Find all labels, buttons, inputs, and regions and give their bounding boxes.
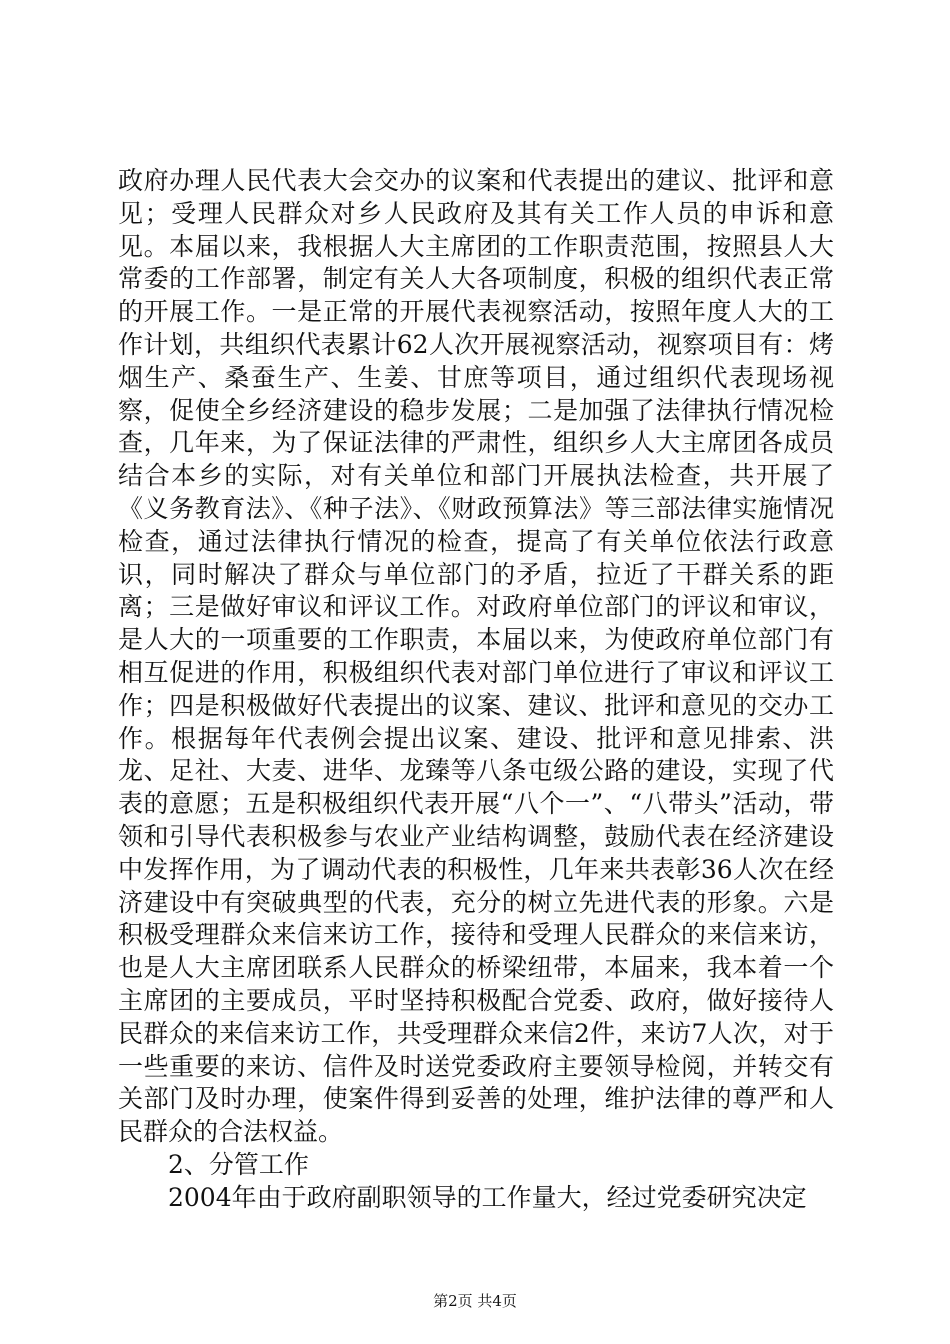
section-heading: 2、分管工作: [168, 1149, 309, 1179]
body-paragraph: 政府办理人民代表大会交办的议案和代表提出的建议、批评和意见；受理人民群众对乡人民政府及其有关工作人员的申诉和意见。本届以来，我根据人大主席团的工作职责范围，按照县人大常委的工作部署，制定有关人大各项制度，积极的组织代表正常的开展工作。一是正常的开展代表视察活动，按照年度人大的工作计划，共组织代表累计62人次开展视察活动，视察项目有：烤烟生产、桑蚕生产、生姜、甘庶等项目，通过组织代表现场视察，促使全乡经济建设的稳步发展；二是加强了法律执行情况检查，几年来，为了保证法律的严肃性，组织乡人大主席团各成员结合本乡的实际，对有关单位和部门开展执法检查，共开展了《义务教育法》、《种子法》、《财政预算法》等三部法律实施情况检查，通过法律执行情况的检查，提高了有关单位依法行政意识，同时解决了群众与单位部门的矛盾，拉近了干群关系的距离；三是做好审议和评议工作。对政府单位部门的评议和审议，是人大的一项重要的工作职责，本届以来，为使政府单位部门有相互促进的作用，积极组织代表对部门单位进行了审议和评议工作；四是积极做好代表提出的议案、建议、批评和意见的交办工作。根据每年代表例会提出议案、建设、批评和意见排索、洪龙、足社、大麦、进华、龙臻等八条屯级公路的建设，实现了代表的意愿；五是积极组织代表开展“八个一”、“八带头”活动，带领和引导代表积极参与农业产业结构调整，鼓励代表在经济建设中发挥作用，为了调动代表的积极性，几年来共表彰36人次在经济建设中有突破典型的代表，充分的树立先进代表的形象。六是积极受理群众来信来访工作，接待和受理人民群众的来信来访，也是人大主席团联系人民群众的桥梁纽带，本届来，我本着一个主席团的主要成员，平时坚持积极配合党委、政府，做好接待人民群众的来信来访工作，共受理群众来信2件，来访7人次，对于一些重要的来访、信件及时送党委政府主要领导检阅，并转交有关部门及时办理，使案件得到妥善的处理，维护法律的尊严和人民群众的合法权益。: [118, 166, 834, 1147]
document-body: [118, 165, 834, 1215]
page-footer: 第2页 共4页: [433, 1292, 517, 1310]
body-paragraph: 2004年由于政府副职领导的工作量大，经过党委研究决定: [168, 1182, 807, 1212]
